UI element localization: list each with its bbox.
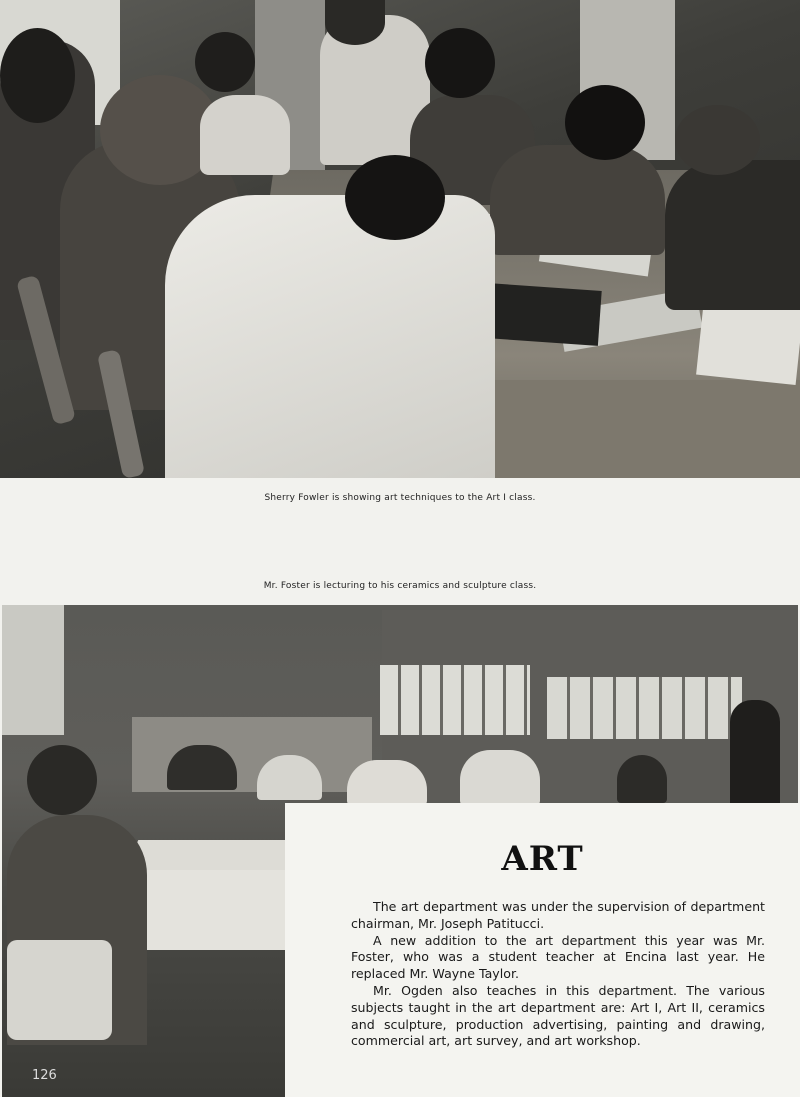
- classroom-window: [2, 605, 64, 735]
- top-photo-caption: Sherry Fowler is showing art techniques to the Art I class.: [264, 493, 536, 503]
- student-hair: [325, 0, 385, 45]
- student-figure: [490, 145, 665, 255]
- bottom-photo-caption: Mr. Foster is lecturing to his ceramics and sculpture class.: [263, 581, 537, 591]
- section-heading: ART: [501, 839, 584, 879]
- student-figure: [200, 95, 290, 175]
- student-figure: [167, 745, 237, 790]
- pinned-artwork: [547, 677, 742, 739]
- article-body: [351, 899, 765, 1050]
- desk-top: [132, 870, 292, 950]
- article-paragraph: Mr. Ogden also teaches in this department. The various subjects taught in the art department are: Art I, Art II, ceramics and sculpture, production advertising, painting and drawing, commercial art, art survey, and art workshop.: [351, 982, 765, 1049]
- student-hair: [565, 85, 645, 160]
- student-figure: [665, 160, 800, 310]
- student-hair: [27, 745, 97, 815]
- student-figure: [347, 760, 427, 805]
- student-hair: [425, 28, 495, 98]
- student-hair: [195, 32, 255, 92]
- teacher-figure: [730, 700, 780, 805]
- student-hair: [675, 105, 760, 175]
- article-paragraph: The art department was under the supervision of department chairman, Mr. Joseph Patitucci.: [351, 899, 765, 931]
- article-panel: [285, 803, 800, 1097]
- page-number: 126: [32, 1068, 57, 1083]
- student-white-shirt: [165, 195, 495, 478]
- art-class-photo: [0, 0, 800, 478]
- student-hair: [345, 155, 445, 240]
- article-paragraph: A new addition to the art department this year was Mr. Foster, who was a student teacher at Encina last year. He replaced Mr. Wayne Taylor.: [351, 932, 765, 982]
- chair-back: [7, 940, 112, 1040]
- student-figure: [617, 755, 667, 803]
- student-hair: [0, 28, 75, 123]
- pinned-artwork: [380, 665, 530, 735]
- student-figure: [460, 750, 540, 805]
